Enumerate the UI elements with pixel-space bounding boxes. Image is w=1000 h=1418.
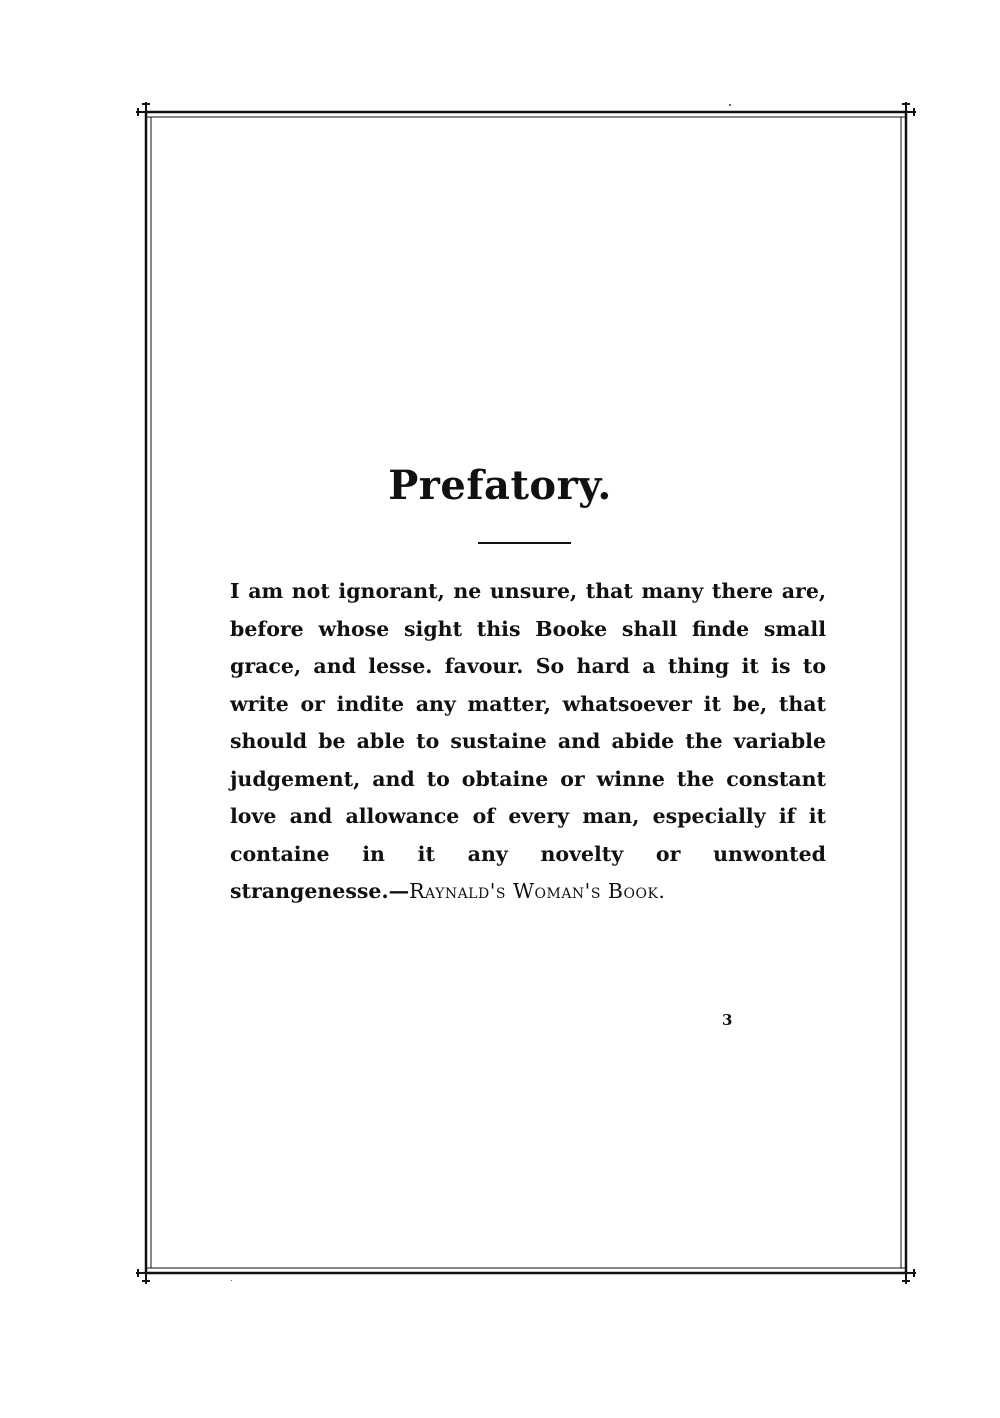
corner-ornament-top-right [892,102,916,126]
attribution: Raynald's Woman's Book. [409,879,666,903]
corner-ornament-bottom-left [136,1260,160,1284]
ink-speck [729,104,731,106]
prefatory-body: I am not ignorant, ne unsure, that many there are, before whose sight this Booke shall finde small grace, and lesse. favour. So hard a thing it is to write or indite any matter, whatsoever it be, that should be able to sustaine and abide the variable judgement, and to obtaine or winne the constant love and allowance of every man, especially if it containe in it any novelty or unwonted strangenesse.— [230,579,826,903]
page-number: 3 [722,1011,733,1029]
corner-ornament-bottom-right [892,1260,916,1284]
prefatory-paragraph [230,573,826,911]
page-title: Prefatory. [388,462,612,509]
title-divider [478,542,571,544]
ink-speck [231,1280,232,1281]
corner-ornament-top-left [136,102,160,126]
